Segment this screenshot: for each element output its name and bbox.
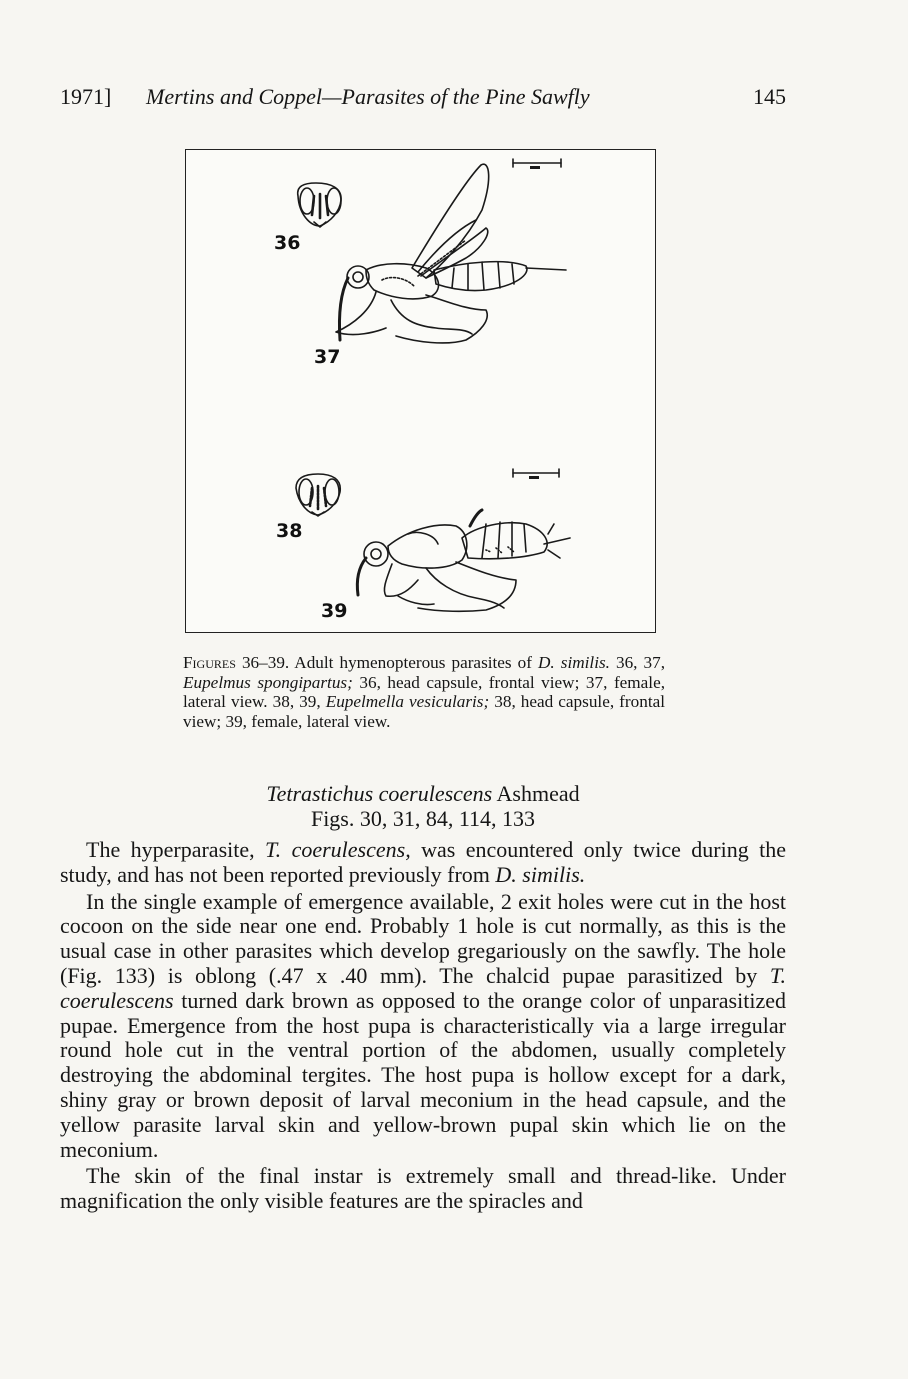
caption-italic-3: Eupelmella vesicularis;	[325, 692, 490, 712]
figure-plate	[185, 149, 656, 633]
p1-text-b: was encountered only twice during the study, and has not been reported previously from	[60, 837, 787, 887]
p2-text-b: turned dark brown as opposed to the orange color of unparasitized pupae. Emergence from the host pupa is characteristically via a large irregular round hole cut in the ventral portion of the abdomen, usually completely destroying the abdominal tergites. The host pupa is hollow except for a dark, shiny gray or brown deposit of larval meconium in the head capsule, and the yellow parasite larval skin and yellow-brown pupal skin which lie on the meconium.	[60, 987, 786, 1162]
figure-label-38: 38	[276, 520, 303, 542]
figure-label-39: 39	[321, 600, 348, 622]
page-number: 145	[753, 84, 786, 109]
caption-italic-2: Eupelmus spongipartus;	[183, 672, 353, 692]
scale-bar-top	[513, 159, 561, 169]
caption-italic-1: D. similis.	[538, 653, 610, 672]
caption-text-3: 36, head capsule, frontal view; 37, female, lateral view. 38, 39,	[183, 672, 665, 712]
species-name: Tetrastichus coerulescens	[266, 781, 493, 806]
running-title: Mertins and Coppel—Parasites of the Pine Sawfly	[146, 84, 590, 109]
p2-italic: T. coerulescens	[60, 962, 786, 1013]
paragraph-1	[60, 838, 786, 888]
caption-text-2: 36, 37,	[609, 653, 665, 672]
caption-text-1: 36–39. Adult hymenopterous parasites of	[235, 653, 539, 672]
p1-italic-a: T. coerulescens,	[265, 837, 411, 862]
scale-bar-bottom	[513, 469, 559, 479]
caption-lead: Figures	[183, 653, 236, 672]
figure-references: Figs. 30, 31, 84, 114, 133	[310, 806, 536, 831]
insect-39	[357, 510, 570, 611]
insect-illustrations	[186, 150, 657, 634]
p1-text-a: The hyperparasite,	[86, 837, 266, 862]
species-heading	[60, 781, 786, 807]
body-text	[60, 838, 786, 1214]
paragraph-2	[60, 890, 786, 1163]
figure-label-36: 36	[274, 232, 301, 254]
figure-caption	[183, 653, 665, 731]
paragraph-3: The skin of the final instar is extremely small and thread-like. Under magnification the only visible features are the spiracles and	[60, 1163, 786, 1214]
figure-label-37: 37	[314, 346, 341, 368]
p1-italic-b: D. similis.	[495, 861, 586, 887]
p2-text-a: In the single example of emergence available, 2 exit holes were cut in the host cocoon on the side near one end. Probably 1 hole is cut normally, as this is the usual case in other parasites which develop gregariously on the sawfly. The hole (Fig. 133) is oblong (.47 x .40 mm). The chalcid pupae parasitized by	[60, 888, 786, 988]
insect-37	[336, 164, 566, 343]
head-capsule-36	[298, 183, 341, 227]
head-capsule-38	[296, 474, 340, 516]
caption-text-4: 38, head capsule, frontal view; 39, female, lateral view.	[183, 692, 665, 731]
volume-year: 1971]	[60, 84, 112, 109]
species-author: Ashmead	[492, 781, 580, 806]
